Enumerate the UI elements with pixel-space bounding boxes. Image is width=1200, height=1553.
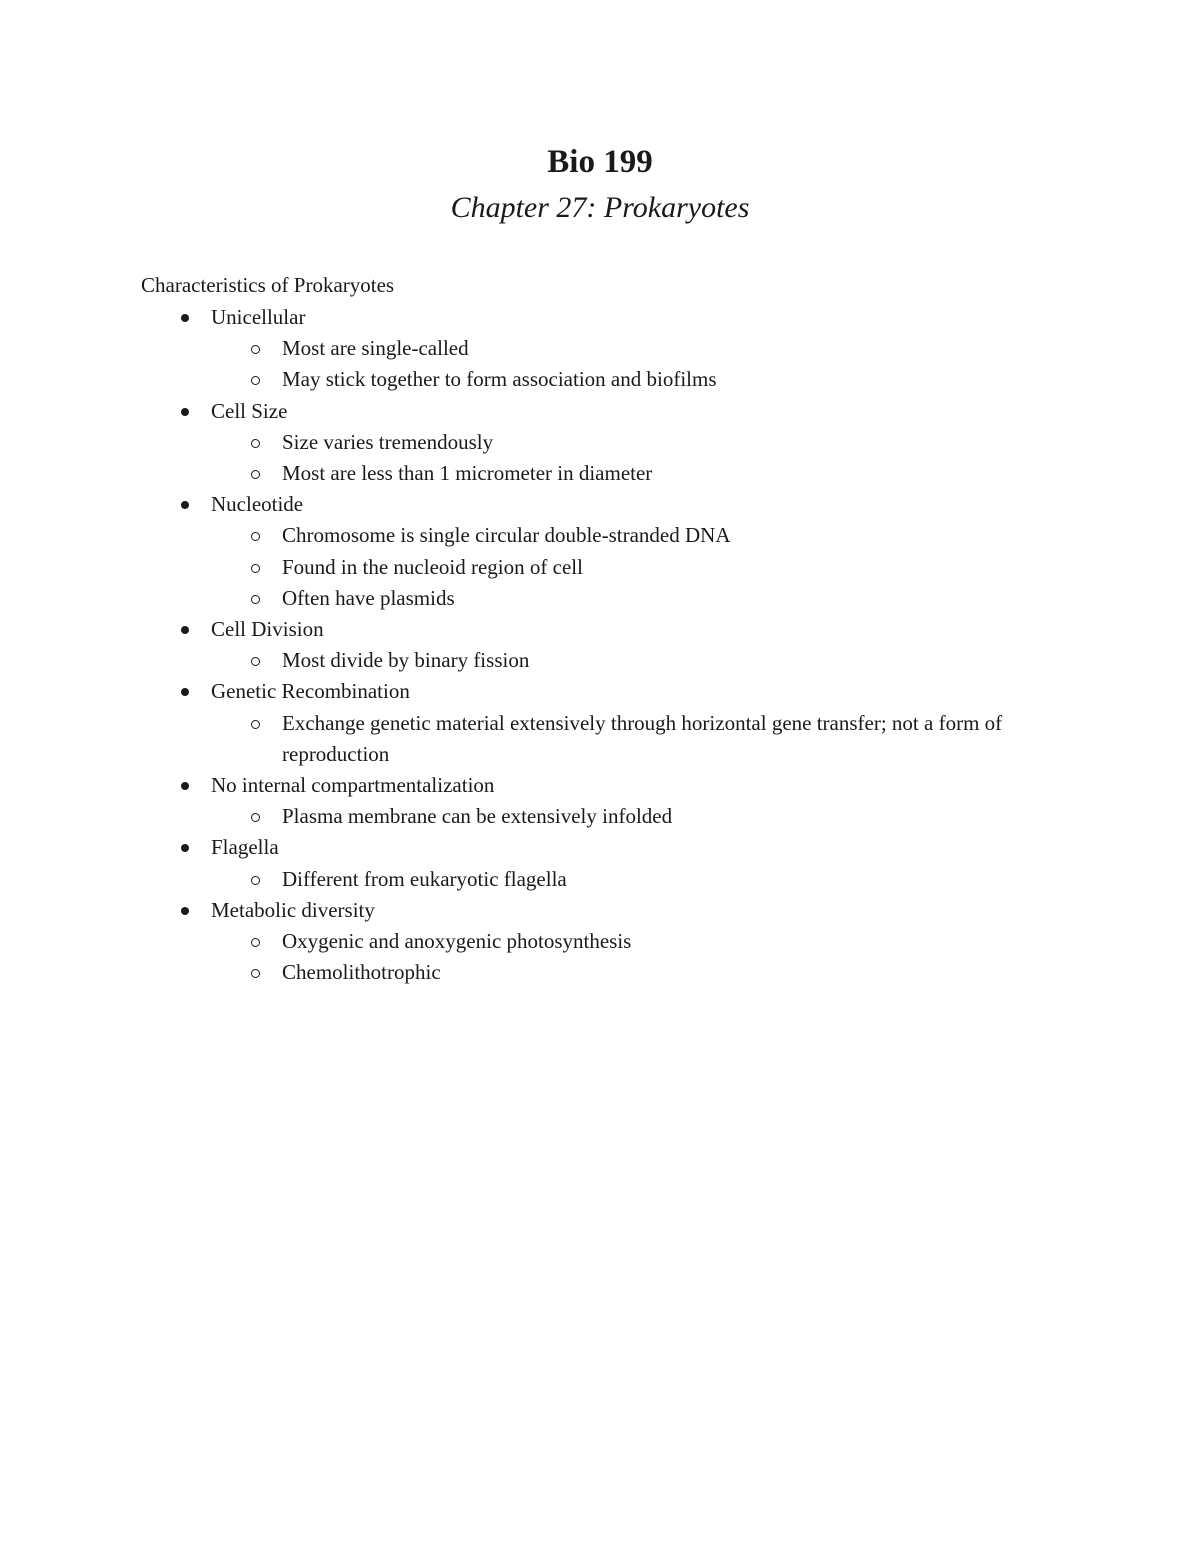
filled-bullet-icon [181, 501, 189, 509]
sub-outline [211, 708, 1041, 770]
hollow-bullet-icon [251, 657, 260, 666]
outline-item [141, 302, 1041, 396]
filled-bullet-icon [181, 844, 189, 852]
sub-outline [211, 801, 1041, 832]
sub-outline-item-text: Plasma membrane can be extensively infolded [282, 804, 673, 829]
hollow-bullet-icon [251, 345, 260, 354]
outline-item-label: No internal compartmentalization [211, 773, 495, 798]
outline-item-label: Genetic Recombination [211, 679, 410, 704]
hollow-bullet-icon [251, 532, 260, 541]
sub-outline-item-text: Most are single-called [282, 336, 469, 361]
hollow-bullet-icon [251, 595, 260, 604]
hollow-bullet-icon [251, 564, 260, 573]
hollow-bullet-icon [251, 376, 260, 385]
hollow-bullet-icon [251, 876, 260, 885]
outline-item [141, 770, 1041, 832]
sub-outline-item [211, 583, 1041, 614]
sub-outline-item [211, 458, 1041, 489]
sub-outline-item-text: Exchange genetic material extensively through horizontal gene transfer; not a form of reproduction [282, 710, 1003, 766]
chapter-subtitle: Chapter 27: Prokaryotes [450, 191, 750, 224]
sub-outline-item-text: May stick together to form association and biofilms [282, 367, 717, 392]
sub-outline-item [211, 801, 1041, 832]
sub-outline-item [211, 645, 1041, 676]
filled-bullet-icon [181, 314, 189, 322]
filled-bullet-icon [181, 907, 189, 915]
hollow-bullet-icon [251, 938, 260, 947]
bullet-outline [141, 302, 1041, 988]
sub-outline-item-text: Chemolithotrophic [282, 960, 441, 985]
hollow-bullet-icon [251, 813, 260, 822]
sub-outline-item [211, 864, 1041, 895]
sub-outline-item-text: Size varies tremendously [282, 429, 494, 454]
outline-item-label: Flagella [211, 835, 279, 860]
filled-bullet-icon [181, 408, 189, 416]
sub-outline [211, 645, 1041, 676]
sub-outline-item [211, 427, 1041, 458]
hollow-bullet-icon [251, 470, 260, 479]
sub-outline [211, 520, 1041, 614]
sub-outline-item [211, 333, 1041, 364]
sub-outline-item-text: Often have plasmids [282, 585, 455, 610]
outline-item-label: Cell Size [211, 398, 288, 423]
filled-bullet-icon [181, 782, 189, 790]
sub-outline-item-text: Chromosome is single circular double-stranded DNA [282, 523, 731, 548]
outline-item-label: Metabolic diversity [211, 897, 375, 922]
sub-outline-item [211, 552, 1041, 583]
outline-item [141, 489, 1041, 614]
hollow-bullet-icon [251, 969, 260, 978]
hollow-bullet-icon [251, 439, 260, 448]
outline-item-label: Nucleotide [211, 492, 304, 517]
sub-outline [211, 926, 1041, 988]
outline-item [141, 895, 1041, 989]
sub-outline-item-text: Most are less than 1 micrometer in diameter [282, 461, 653, 486]
sub-outline-item [211, 520, 1041, 551]
outline-item [141, 832, 1041, 894]
outline-item-label: Cell Division [211, 617, 324, 642]
sub-outline [211, 864, 1041, 895]
filled-bullet-icon [181, 626, 189, 634]
sub-outline-item-text: Found in the nucleoid region of cell [282, 554, 583, 579]
sub-outline-item [211, 926, 1041, 957]
sub-outline-item-text: Different from eukaryotic flagella [282, 866, 567, 891]
filled-bullet-icon [181, 688, 189, 696]
outline-item [141, 614, 1041, 676]
sub-outline-item-text: Oxygenic and anoxygenic photosynthesis [282, 929, 632, 954]
page-title: Bio 199 [547, 144, 653, 180]
sub-outline [211, 427, 1041, 489]
outline-item [141, 396, 1041, 490]
sub-outline-item [211, 708, 1041, 770]
sub-outline-item [211, 957, 1041, 988]
outline-item-label: Unicellular [211, 305, 306, 329]
sub-outline-item-text: Most divide by binary fission [282, 648, 530, 673]
section-heading: Characteristics of Prokaryotes [141, 273, 395, 297]
hollow-bullet-icon [251, 720, 260, 729]
sub-outline [211, 333, 1041, 395]
sub-outline-item [211, 364, 1041, 395]
outline-item [141, 676, 1041, 770]
